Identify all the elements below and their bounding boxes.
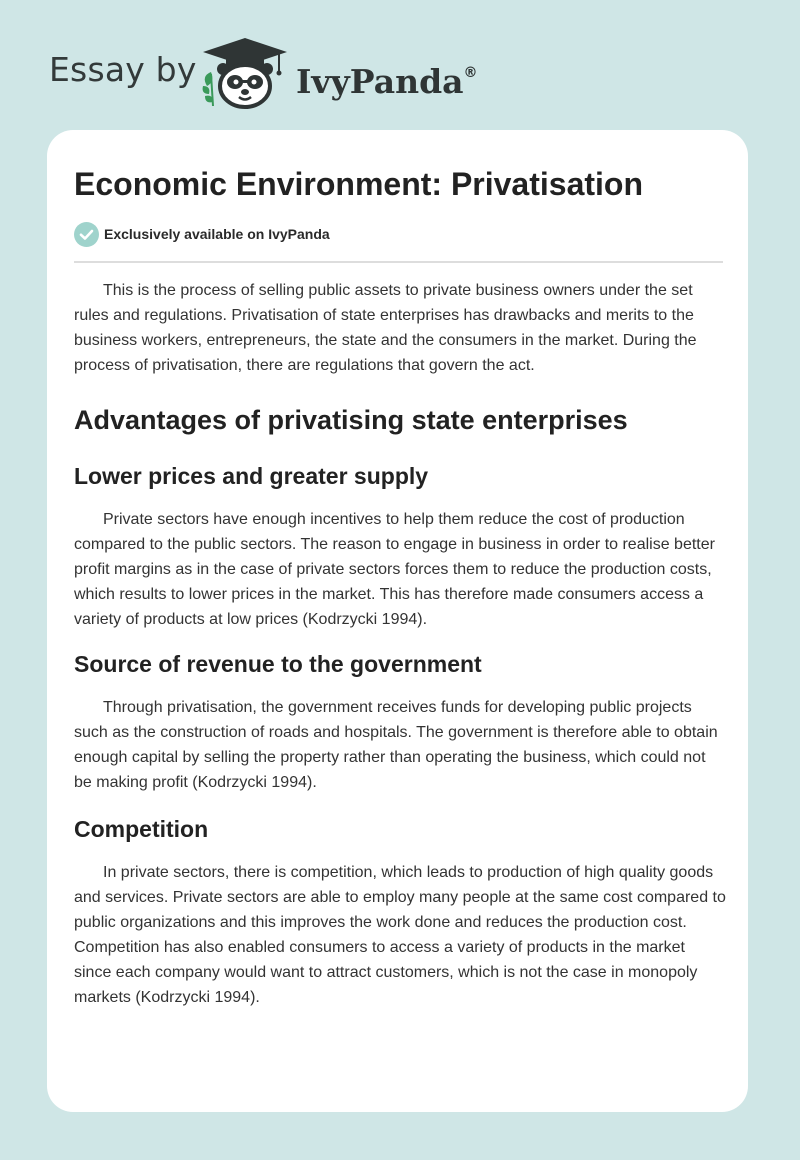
- essay-card: [47, 130, 748, 1112]
- essay-by-label: Essay by: [49, 50, 197, 89]
- paragraph-revenue: Through privatisation, the government receives funds for developing public projects such as the construction of roads and hospitals. The government is therefore able to obtain enough capital by selling the property rather than operating the business, which could not be making profit (Kodrzycki 1994).: [74, 699, 718, 791]
- exclusive-badge: [74, 221, 330, 247]
- essay-body: [74, 278, 726, 1010]
- brand-name[interactable]: [296, 53, 478, 102]
- subsection-heading-revenue: Source of revenue to the government: [74, 651, 482, 677]
- intro-paragraph: This is the process of selling public assets to private business owners under the set rules and regulations. Privatisation of state enterprises has drawbacks and merits to the business workers, entrepreneurs, the state and the consumers in the market. During the process of privatisation, there are regulations that govern the act.: [74, 282, 697, 374]
- paragraph-competition: In private sectors, there is competition, which leads to production of high quality goods and services. Private sectors are able to employ many people at the same cost compared to public organizations and this improves the work done and reduces the production cost. Competition has also enabled consumers to access a variety of products in the market since each company would want to attract customers, which is not the case in monopoly markets (Kodrzycki 1994).: [74, 864, 726, 1006]
- essay-title: Economic Environment: Privatisation: [74, 166, 643, 202]
- site-header: [0, 0, 800, 120]
- subsection-heading-competition: Competition: [74, 816, 209, 842]
- section-heading-advantages: Advantages of privatising state enterprises: [74, 405, 628, 435]
- title-divider: [74, 261, 723, 263]
- subsection-heading-lower-prices: Lower prices and greater supply: [74, 463, 429, 489]
- exclusive-badge-text: Exclusively available on IvyPanda: [104, 226, 330, 242]
- paragraph-lower-prices: Private sectors have enough incentives to help them reduce the cost of production compared to the public sectors. The reason to engage in business in order to realise better profit margins as in the case of private sectors forces them to reduce the production costs, which results to lower prices in the market. This has therefore made consumers access a variety of products at low prices (Kodrzycki 1994).: [74, 511, 715, 628]
- panda-graduate-logo-icon[interactable]: [199, 36, 291, 110]
- brand-name-text: IvyPanda: [296, 62, 464, 101]
- registered-mark: ®: [463, 65, 478, 81]
- check-circle-icon: [74, 222, 99, 247]
